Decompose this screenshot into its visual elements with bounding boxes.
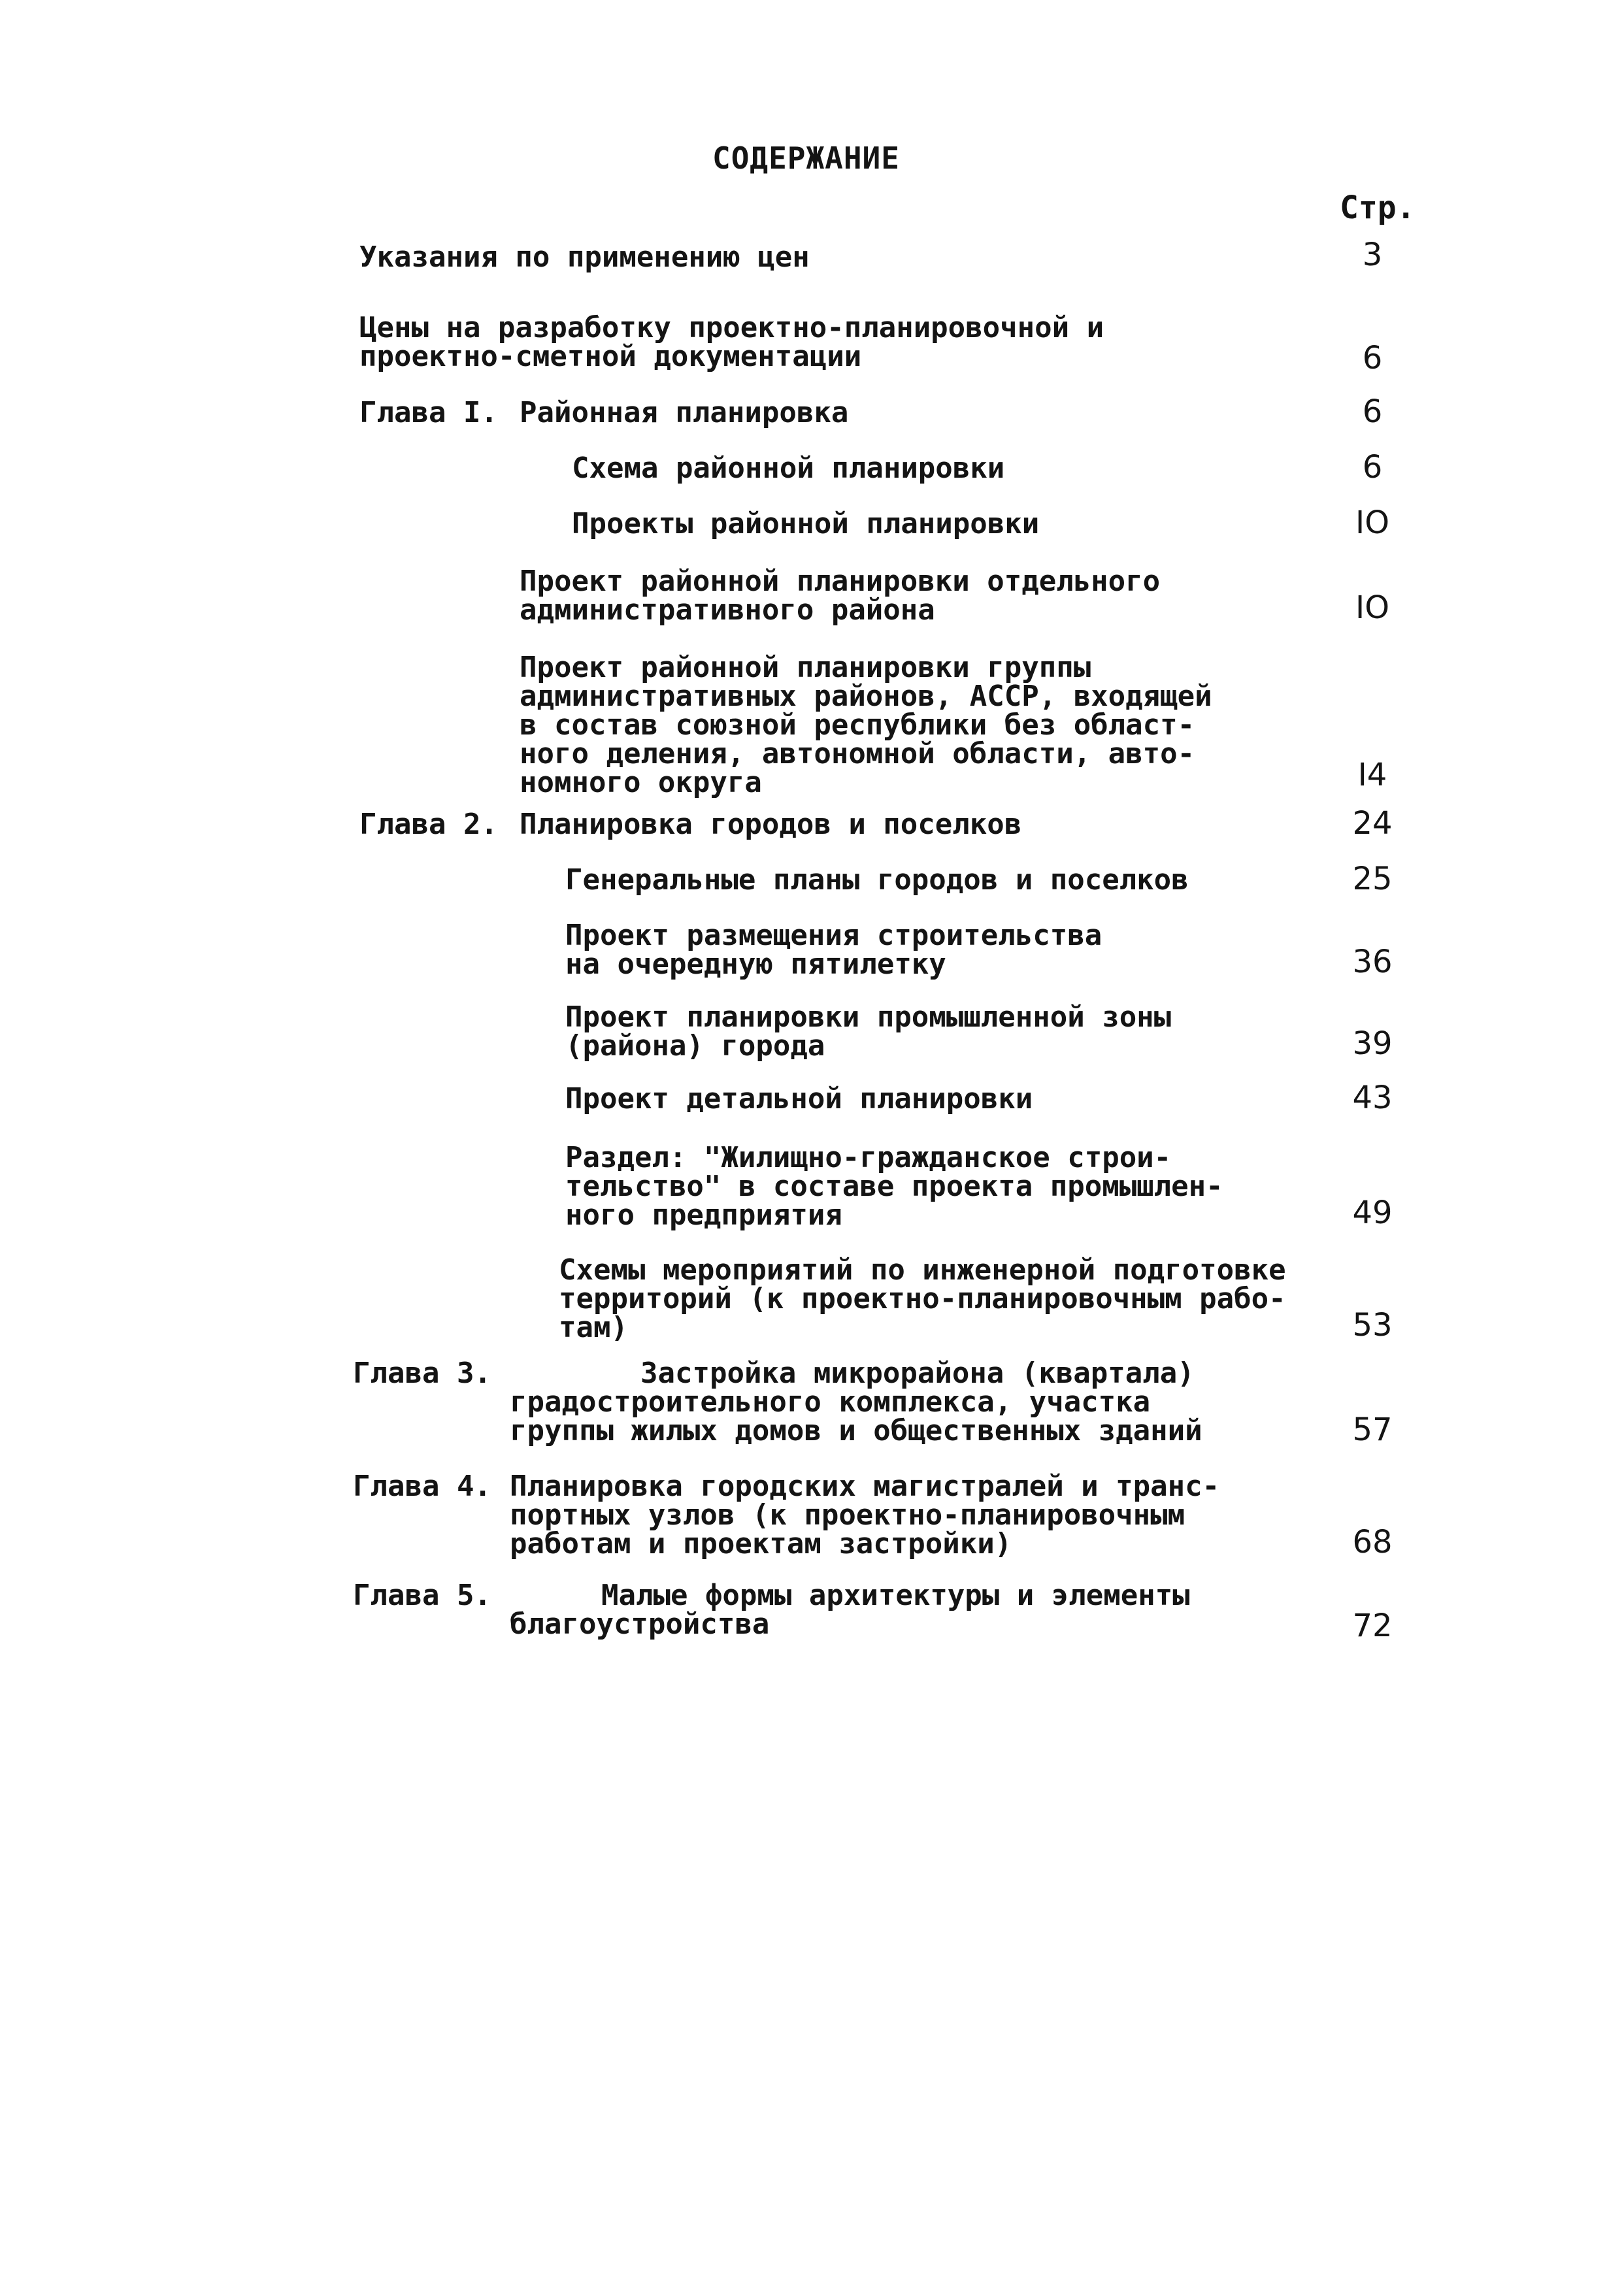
toc-entry-text: Проект размещения строительства — [565, 919, 1102, 952]
toc-page-number: IO — [1355, 504, 1389, 541]
toc-page-number: 43 — [1352, 1080, 1393, 1116]
toc-entry — [565, 921, 1102, 979]
toc-entry-text: Схемы мероприятий по инженерной подготовке — [559, 1253, 1286, 1287]
toc-entry-text: благоустройства — [510, 1608, 770, 1641]
toc-entry-text: проектно-сметной документации — [359, 340, 862, 373]
toc-entry — [572, 454, 1004, 483]
toc-entry-text: Районная планировка — [520, 396, 849, 429]
toc-entry-text: Проект районной планировки группы — [520, 651, 1091, 684]
chapter-label: Глава 4. — [353, 1470, 491, 1503]
toc-entry-text: (района) города — [565, 1029, 825, 1063]
toc-entry-text: Раздел: "Жилищно-гражданское строи- — [565, 1141, 1172, 1174]
toc-entry — [520, 396, 849, 429]
toc-entry-text: тельство" в составе проекта промышлен- — [565, 1170, 1223, 1203]
toc-entry-text: градостроительного комплекса, участка — [510, 1385, 1151, 1419]
toc-entry — [565, 1000, 1172, 1063]
toc-entry — [510, 1359, 1202, 1445]
toc-entry-text: в состав союзной республики без област- — [520, 708, 1195, 742]
toc-entry-text: административного района — [520, 593, 935, 627]
toc-page-number: 24 — [1352, 805, 1393, 842]
toc-entry-text: Указания по применению цен — [359, 240, 810, 274]
toc-entry — [510, 1581, 1190, 1639]
toc-entry-text: Цены на разработку проектно-планировочной и — [359, 311, 1104, 344]
toc-page-number: 6 — [1362, 340, 1383, 376]
toc-entry-text: там) — [559, 1311, 628, 1344]
toc-entry-text: Малые формы архитектуры и элементы — [601, 1579, 1190, 1612]
page-title: СОДЕРЖАНИЕ — [712, 140, 900, 176]
toc-entry-text: группы жилых домов и общественных зданий — [510, 1414, 1202, 1447]
toc-entry — [510, 1472, 1219, 1559]
chapter-label: Глава 3. — [353, 1357, 491, 1390]
toc-entry-text: портных узлов (к проектно-планировочным — [510, 1498, 1185, 1532]
toc-entry — [565, 863, 1189, 897]
chapter-label: Глава I. — [359, 396, 498, 429]
toc-entry — [520, 567, 1160, 625]
toc-entry-text: Застройка микрорайона (квартала) — [640, 1357, 1195, 1390]
toc-entry-text: работам и проектам застройки) — [510, 1527, 1012, 1560]
toc-page-number: 72 — [1352, 1608, 1393, 1644]
toc-page-number: 3 — [1362, 237, 1383, 273]
toc-entry — [359, 311, 1104, 373]
toc-entry — [359, 240, 810, 274]
toc-entry — [565, 1082, 1033, 1115]
toc-page-number: 49 — [1352, 1195, 1393, 1231]
toc-entry-text: Планировка городов и поселков — [520, 808, 1022, 841]
toc-page-number: 57 — [1352, 1411, 1393, 1448]
chapter-label: Глава 5. — [353, 1579, 491, 1612]
toc-page-number: 68 — [1352, 1524, 1393, 1560]
toc-page-number: 36 — [1352, 944, 1393, 980]
toc-page-number: 6 — [1362, 393, 1383, 430]
chapter-label: Глава 2. — [359, 808, 498, 841]
toc-entry-text: Генеральные планы городов и поселков — [565, 863, 1189, 897]
toc-page-number: IO — [1355, 589, 1389, 626]
toc-entry-text: номного округа — [520, 766, 762, 799]
toc-entry — [565, 1141, 1223, 1232]
toc-entry-text: административных районов, АССР, входящей — [520, 680, 1212, 713]
toc-entry-text: Схема районной планировки — [572, 452, 1005, 485]
toc-entry — [520, 653, 1212, 797]
toc-page-number: 25 — [1352, 861, 1393, 897]
toc-entry — [572, 507, 1040, 540]
toc-page-number: I4 — [1357, 757, 1387, 793]
toc-entry-text: Проект детальной планировки — [565, 1082, 1033, 1115]
toc-entry-text: ного предприятия — [565, 1198, 842, 1232]
toc-entry-text: на очередную пятилетку — [565, 948, 946, 981]
toc-entry-text: Проекты районной планировки — [572, 507, 1040, 540]
toc-page-number: 39 — [1352, 1025, 1393, 1062]
toc-entry-text: Проект планировки промышленной зоны — [565, 1000, 1172, 1034]
toc-page-number: 53 — [1352, 1307, 1393, 1344]
toc-page-number: 6 — [1362, 449, 1383, 486]
toc-entry — [559, 1253, 1286, 1344]
toc-entry-text: территорий (к проектно-планировочным рабо- — [559, 1282, 1286, 1315]
toc-entry-text: Планировка городских магистралей и транс- — [510, 1470, 1220, 1503]
toc-entry — [520, 810, 1021, 839]
page-column-header: Стр. — [1340, 190, 1416, 226]
toc-entry-text: Проект районной планировки отдельного — [520, 565, 1161, 598]
toc-entry-text: ного деления, автономной области, авто- — [520, 737, 1195, 770]
